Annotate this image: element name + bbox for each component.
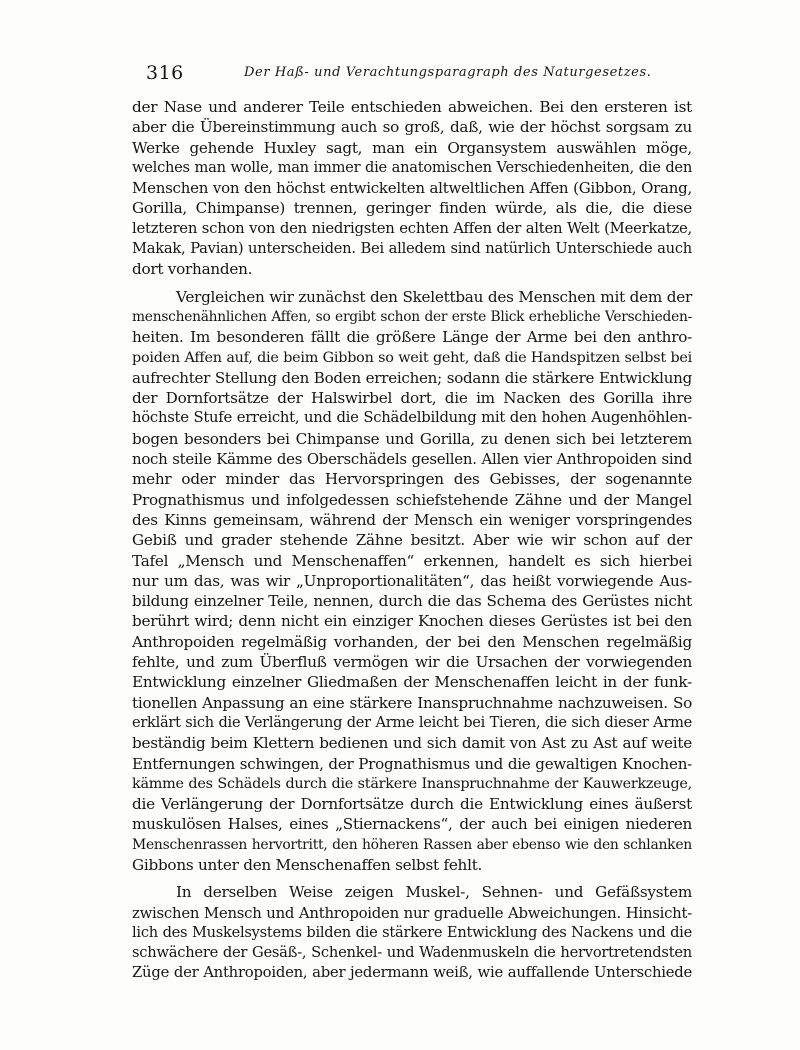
text-line: Züge der Anthropoiden, aber jedermann weiß, wie auffallende Unterschiede	[132, 964, 692, 982]
text-line: schwächere der Gesäß-, Schenkel- und Wadenmuskeln die hervortretendsten	[132, 944, 692, 962]
text-line: noch steile Kämme des Oberschädels gesellen. Allen vier Anthropoiden sind	[132, 450, 692, 469]
text-line: Gorilla, Chimpanse) trennen, geringer finden würde, als die, die diese	[132, 199, 692, 218]
text-line: Werke gehende Huxley sagt, man ein Organsystem auswählen möge,	[132, 138, 692, 157]
text-line: Vergleichen wir zunächst den Skelettbau des Menschen mit dem der	[176, 287, 692, 306]
text-line: muskulösen Halses, eines „Stiernackens“, der auch bei einigen niederen	[132, 815, 692, 834]
text-line: poiden Affen auf, die beim Gibbon so weit geht, daß die Handspitzen selbst bei	[132, 349, 692, 366]
text-line: fehlte, und zum Überfluß vermögen wir die Ursachen der vorwiegenden	[132, 653, 692, 672]
text-line: tionellen Anpassung an eine stärkere Inanspruchnahme nachzuweisen. So	[132, 693, 692, 712]
running-title: Der Haß- und Verachtungsparagraph des Naturgesetzes.	[244, 65, 652, 80]
paragraph-gap	[132, 875, 692, 882]
text-line: bogen besonders bei Chimpanse und Gorilla, zu denen sich bei letzterem	[132, 429, 692, 448]
text-line: berührt wird; denn nicht ein einziger Knochen dieses Gerüstes ist bei den	[132, 612, 692, 631]
text-line: nur um das, was wir „Unproportionalitäten“, das heißt vorwiegende Aus-	[132, 571, 692, 590]
text-line: der Dornfortsätze der Halswirbel dort, die im Nacken des Gorilla ihre	[132, 389, 692, 408]
page-header	[146, 62, 694, 86]
text-line: Menschenrassen hervortritt, den höheren Rassen aber ebenso wie den schlanken	[132, 836, 692, 853]
text-line: Menschen von den höchst entwickelten altweltlichen Affen (Gibbon, Orang,	[132, 179, 692, 198]
text-line: menschenähnlichen Affen, so ergibt schon der erste Blick erhebliche Verschieden-	[132, 308, 692, 325]
paragraph-3	[132, 882, 692, 983]
text-line: Entwicklung einzelner Gliedmaßen der Menschenaffen leicht in der funk-	[132, 673, 692, 692]
text-line: welches man wolle, man immer die anatomischen Verschiedenheiten, die den	[132, 158, 692, 176]
text-line: Gebiß und grader stehende Zähne besitzt. Aber wie wir schon auf der	[132, 531, 692, 550]
text-line: heiten. Im besonderen fällt die größere Länge der Arme bei den anthro-	[132, 328, 692, 347]
text-line: die Verlängerung der Dornfortsätze durch die Entwicklung eines äußerst	[132, 795, 692, 814]
text-line: lich des Muskelsystems bilden die stärkere Entwicklung des Nackens und die	[132, 923, 692, 941]
text-line: zwischen Mensch und Anthropoiden nur graduelle Abweichungen. Hinsicht-	[132, 903, 692, 922]
text-line: Prognathismus und infolgedessen schiefstehende Zähne und der Mangel	[132, 490, 692, 509]
text-line: Tafel „Mensch und Menschenaffen“ erkennen, handelt es sich hierbei	[132, 551, 692, 570]
text-line: der Nase und anderer Teile entschieden abweichen. Bei den ersteren ist	[132, 98, 692, 116]
page-number: 316	[146, 62, 184, 84]
text-line: Entfernungen schwingen, der Prognathismus und die gewaltigen Knochen-	[132, 754, 692, 773]
text-line: Gibbons unter den Menschenaffen selbst fehlt.	[132, 855, 483, 874]
text-line: bildung einzelner Teile, nennen, durch die das Schema des Gerüstes nicht	[132, 592, 692, 611]
text-line: aber die Übereinstimmung auch so groß, daß, wie der höchst sorgsam zu	[132, 118, 692, 137]
text-line: des Kinns gemeinsam, während der Mensch ein weniger vorspringendes	[132, 510, 692, 529]
text-line: aufrechter Stellung den Boden erreichen; sodann die stärkere Entwicklung	[132, 368, 692, 387]
text-line: erklärt sich die Verlängerung der Arme leicht bei Tieren, die sich dieser Arme	[132, 714, 692, 731]
text-line: In derselben Weise zeigen Muskel-, Sehnen- und Gefäßsystem	[176, 883, 692, 902]
text-line: mehr oder minder das Hervorspringen des Gebisses, der sogenannte	[132, 470, 692, 489]
text-line: dort vorhanden.	[132, 260, 253, 279]
body-text	[132, 97, 692, 984]
text-line: höchste Stufe erreicht, und die Schädelbildung mit den hohen Augenhöhlen-	[132, 409, 692, 427]
text-line: Anthropoiden regelmäßig vorhanden, der bei den Menschen regelmäßig	[132, 632, 692, 651]
paragraph-1	[132, 97, 692, 280]
text-line: beständig beim Klettern bedienen und sich damit von Ast zu Ast auf weite	[132, 734, 692, 753]
text-line: letzteren schon von den niedrigsten echten Affen der alten Welt (Meerkatze,	[132, 219, 692, 237]
text-line: kämme des Schädels durch die stärkere Inanspruchnahme der Kauwerkzeuge,	[132, 775, 692, 792]
paragraph-gap	[132, 280, 692, 287]
text-line: Makak, Pavian) unterscheiden. Bei alledem sind natürlich Unterschiede auch	[132, 240, 692, 258]
paragraph-2	[132, 287, 692, 876]
